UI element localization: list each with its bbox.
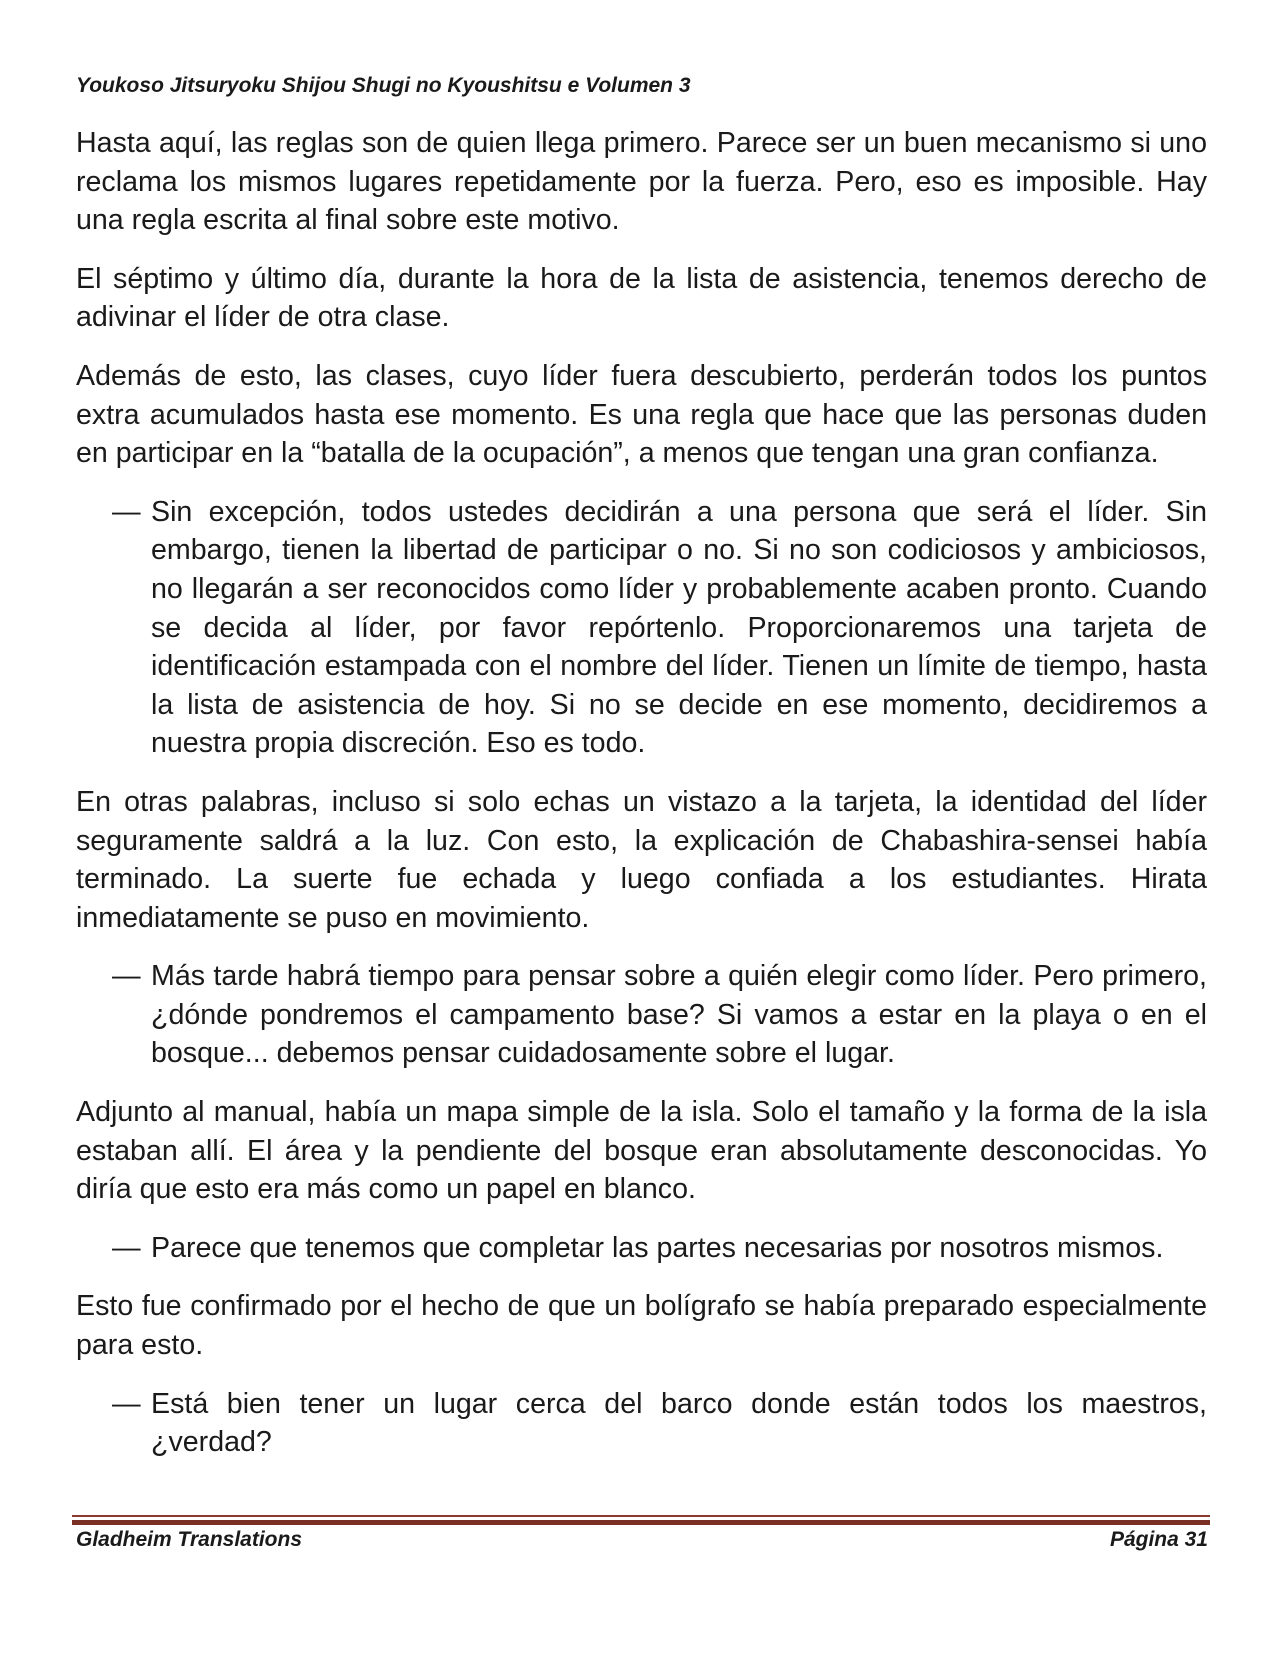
dialogue-text: Está bien tener un lugar cerca del barco donde están todos los maestros, ¿verdad? bbox=[151, 1387, 1207, 1459]
paragraph: El séptimo y último día, durante la hora de la lista de asistencia, tenemos derecho de adivinar el líder de otra clase. bbox=[76, 262, 1207, 334]
dialogue-dash: — bbox=[112, 1231, 141, 1264]
page-number: Página 31 bbox=[1109, 1528, 1208, 1551]
running-header: Youkoso Jitsuryoku Shijou Shugi no Kyoushitsu e Volumen 3 bbox=[76, 74, 691, 97]
footer-divider-thin bbox=[72, 1515, 1210, 1517]
dialogue-text: Parece que tenemos que completar las partes necesarias por nosotros mismos. bbox=[151, 1231, 1164, 1264]
dialogue-dash: — bbox=[112, 495, 141, 528]
paragraph: Hasta aquí, las reglas son de quien llega primero. Parece ser un buen mecanismo si uno reclama los mismos lugares repetidamente por la fuerza. Pero, eso es imposible. Hay una regla escrita al final sobre este motivo. bbox=[76, 127, 1207, 237]
paragraph: Esto fue confirmado por el hecho de que un bolígrafo se había preparado especialmente para esto. bbox=[76, 1290, 1207, 1362]
paragraph: Adjunto al manual, había un mapa simple de la isla. Solo el tamaño y la forma de la isla estaban allí. El área y la pendiente del bosque eran absolutamente desconocidas. Yo diría que esto era más como un papel en blanco. bbox=[76, 1096, 1207, 1206]
dialogue-dash: — bbox=[112, 960, 141, 993]
paragraph: En otras palabras, incluso si solo echas un vistazo a la tarjeta, la identidad del líder seguramente saldrá a la luz. Con esto, la explicación de Chabashira-sensei había terminado. La suerte fue echada y luego confiada a los estudiantes. Hirata inmediatamente se puso en movimiento. bbox=[76, 785, 1207, 934]
dialogue-line bbox=[76, 1229, 1207, 1268]
paragraph: Además de esto, las clases, cuyo líder fuera descubierto, perderán todos los puntos extra acumulados hasta ese momento. Es una regla que hace que las personas duden en participar en la “batalla de la ocupación”, a menos que tengan una gran confianza. bbox=[76, 359, 1207, 470]
dialogue-line bbox=[76, 957, 1207, 1073]
dialogue-dash: — bbox=[112, 1387, 141, 1420]
dialogue-text: Más tarde habrá tiempo para pensar sobre a quién elegir como líder. Pero primero, ¿dónde pondremos el campamento base? Si vamos a estar en la playa o en el bosque... debemos pensar cuidadosamente sobre el lugar. bbox=[151, 960, 1207, 1070]
footer-publisher: Gladheim Translations bbox=[76, 1528, 303, 1551]
dialogue-text: Sin excepción, todos ustedes decidirán a una persona que será el líder. Sin embargo, tienen la libertad de participar o no. Si no son codiciosos y ambiciosos, no llegarán a ser reconocidos como líder y probablemente acaben pronto. Cuando se decida al líder, por favor repórtenlo. Proporcionaremos una tarjeta de identificación estampada con el nombre del líder. Tienen un límite de tiempo, hasta la lista de asistencia de hoy. Si no se decide en ese momento, decidiremos a nuestra propia discreción. Eso es todo. bbox=[151, 495, 1207, 760]
footer-divider-thick bbox=[72, 1520, 1210, 1525]
dialogue-line bbox=[76, 1385, 1207, 1462]
dialogue-line bbox=[76, 493, 1207, 763]
page-body bbox=[76, 124, 1207, 1482]
